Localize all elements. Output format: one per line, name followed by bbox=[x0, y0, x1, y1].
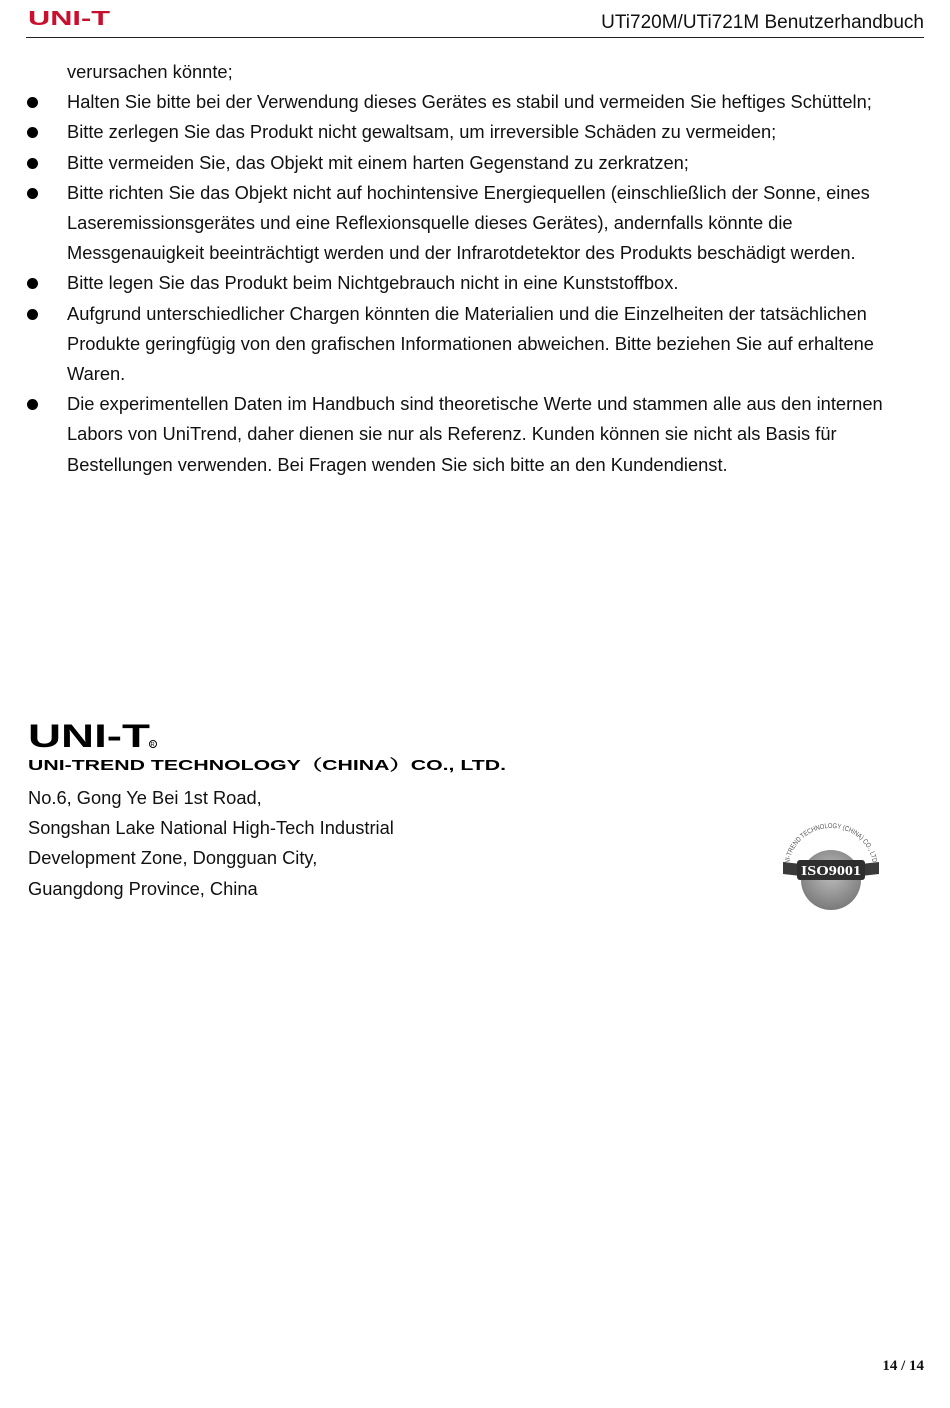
document-title: UTi720M/UTi721M Benutzerhandbuch bbox=[601, 12, 924, 33]
list-item: Bitte zerlegen Sie das Produkt nicht gewaltsam, um irreversible Schäden zu vermeiden; bbox=[67, 117, 927, 147]
page-header bbox=[0, 0, 950, 40]
company-block bbox=[28, 720, 508, 774]
list-item: Bitte vermeiden Sie, das Objekt mit einem harten Gegenstand zu zerkratzen; bbox=[67, 148, 927, 178]
svg-text:UNI-TREND TECHNOLOGY（CHINA）CO.: UNI-TREND TECHNOLOGY（CHINA）CO., LTD. bbox=[28, 757, 366, 774]
list-item: Halten Sie bitte bei der Verwendung dieses Gerätes es stabil und vermeiden Sie heftiges Schütteln; bbox=[67, 87, 927, 117]
page-number: 14 / 14 bbox=[882, 1358, 924, 1374]
svg-text:UNI-T: UNI-T bbox=[28, 8, 110, 28]
list-item: Bitte legen Sie das Produkt beim Nichtgebrauch nicht in eine Kunststoffbox. bbox=[67, 268, 927, 298]
address-line: No.6, Gong Ye Bei 1st Road, bbox=[28, 787, 262, 808]
list-item: Aufgrund unterschiedlicher Chargen könnten die Materialien und die Einzelheiten der tatsächlichen Produkte geringfügig von den grafischen Informationen abweichen. Bitte beziehen Sie auf erhaltene Waren. bbox=[67, 299, 927, 390]
header-divider bbox=[26, 37, 924, 38]
address-line: Songshan Lake National High-Tech Industrial bbox=[28, 817, 394, 839]
list-item: Die experimentellen Daten im Handbuch sind theoretische Werte und stammen alle aus den internen Labors von UniTrend, daher dienen sie nur als Referenz. Kunden können sie nicht als Basis für Bestellungen verwenden. Bei Fragen wenden Sie sich bitte an den Kundendienst. bbox=[67, 389, 927, 480]
bullet-list bbox=[67, 87, 927, 480]
uni-t-logo bbox=[28, 8, 114, 28]
company-address bbox=[28, 783, 394, 904]
svg-text:UNI-T: UNI-T bbox=[28, 720, 151, 750]
iso9001-seal-icon bbox=[775, 818, 887, 913]
continuation-text: verursachen könnte; bbox=[67, 61, 233, 82]
company-name bbox=[28, 756, 508, 774]
company-logo bbox=[28, 720, 158, 750]
address-line: Development Zone, Dongguan City, bbox=[28, 847, 318, 869]
address-line: Guangdong Province, China bbox=[28, 877, 258, 899]
svg-text:ISO9001: ISO9001 bbox=[801, 864, 861, 879]
svg-text:UNI-TREND TECHNOLOGY (CHINA) C: NI-TREND TECHNOLOGY (CHINA) CO., LTD bbox=[784, 822, 878, 865]
svg-text:R: R bbox=[150, 742, 155, 748]
safety-notes bbox=[67, 57, 927, 480]
list-item: Bitte richten Sie das Objekt nicht auf hochintensive Energiequellen (einschließlich der Sonne, eines Laseremissionsgerätes und eine Reflexionsquelle dieses Gerätes), andernfalls könnte die Messgenauigkeit beeinträchtigt werden und der Infrarotdetektor des Produkts beschädigt werden. bbox=[67, 178, 927, 269]
